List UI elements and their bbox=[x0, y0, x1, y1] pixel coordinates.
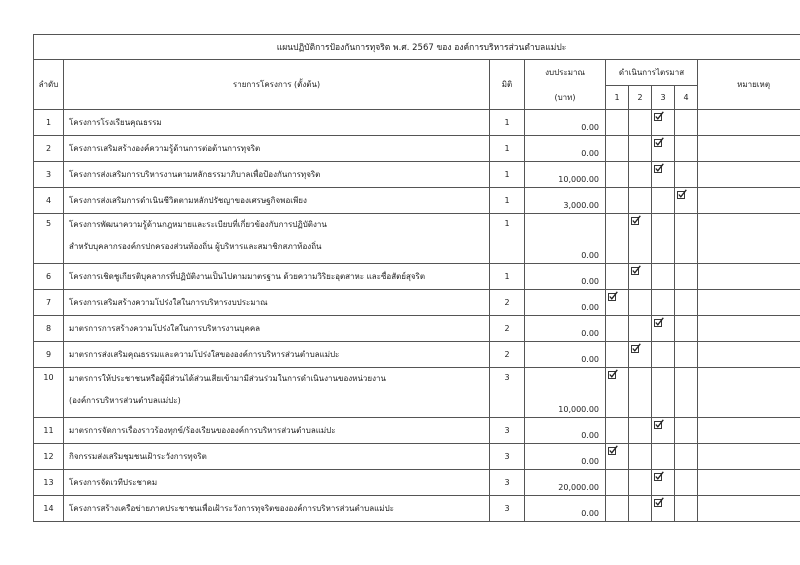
quarter-4-cell bbox=[675, 214, 698, 264]
project-name bbox=[64, 214, 490, 264]
header-q4: 4 bbox=[675, 86, 698, 110]
checkbox-checked-icon bbox=[608, 291, 618, 301]
checkbox-checked-icon bbox=[631, 343, 641, 353]
project-name bbox=[64, 162, 490, 188]
project-name bbox=[64, 418, 490, 444]
remark-cell bbox=[698, 162, 800, 188]
quarter-3-cell bbox=[652, 316, 675, 342]
checkbox-checked-icon bbox=[654, 111, 664, 121]
budget-value: 3,000.00 bbox=[525, 188, 606, 214]
budget-value: 0.00 bbox=[525, 290, 606, 316]
checkbox-checked-icon bbox=[654, 163, 664, 173]
quarter-4-cell bbox=[675, 316, 698, 342]
quarter-4-cell bbox=[675, 496, 698, 522]
quarter-4-cell bbox=[675, 162, 698, 188]
quarter-3-cell bbox=[652, 214, 675, 264]
quarter-2-cell bbox=[629, 264, 652, 290]
dimension-value: 1 bbox=[490, 188, 525, 214]
row-number: 6 bbox=[34, 264, 64, 290]
dimension-value: 1 bbox=[490, 136, 525, 162]
row-number: 4 bbox=[34, 188, 64, 214]
remark-cell bbox=[698, 418, 800, 444]
budget-value: 0.00 bbox=[525, 342, 606, 368]
dimension-value: 3 bbox=[490, 470, 525, 496]
budget-value: 10,000.00 bbox=[525, 368, 606, 418]
project-name-line: สำหรับบุคลากรองค์กรปกครองส่วนท้องถิ่น ผู้บริหารและสมาชิกสภาท้องถิ่น bbox=[69, 242, 322, 251]
quarter-2-cell bbox=[629, 496, 652, 522]
row-number: 8 bbox=[34, 316, 64, 342]
remark-cell bbox=[698, 368, 800, 418]
header-project: รายการโครงการ (ตั้งต้น) bbox=[64, 60, 490, 110]
quarter-3-cell bbox=[652, 188, 675, 214]
project-name-line: โครงการส่งเสริมการบริหารงานตามหลักธรรมาภิบาลเพื่อป้องกันการทุจริต bbox=[69, 170, 321, 179]
dimension-value: 1 bbox=[490, 214, 525, 264]
header-budget: งบประมาณ bbox=[525, 60, 606, 86]
quarter-3-cell bbox=[652, 444, 675, 470]
quarter-1-cell bbox=[606, 110, 629, 136]
quarter-4-cell bbox=[675, 264, 698, 290]
quarter-2-cell bbox=[629, 136, 652, 162]
row-number: 5 bbox=[34, 214, 64, 264]
dimension-value: 3 bbox=[490, 368, 525, 418]
dimension-value: 2 bbox=[490, 342, 525, 368]
dimension-value: 3 bbox=[490, 496, 525, 522]
project-name-line: โครงการเสริมสร้างองค์ความรู้ด้านการต่อต้านการทุจริต bbox=[69, 144, 261, 153]
quarter-2-cell bbox=[629, 418, 652, 444]
project-name bbox=[64, 136, 490, 162]
quarter-1-cell bbox=[606, 418, 629, 444]
quarter-2-cell bbox=[629, 214, 652, 264]
remark-cell bbox=[698, 110, 800, 136]
budget-value: 0.00 bbox=[525, 496, 606, 522]
budget-value: 0.00 bbox=[525, 444, 606, 470]
quarter-3-cell bbox=[652, 418, 675, 444]
budget-value: 0.00 bbox=[525, 316, 606, 342]
table-row bbox=[34, 368, 800, 418]
budget-value: 0.00 bbox=[525, 214, 606, 264]
quarter-4-cell bbox=[675, 444, 698, 470]
budget-value: 20,000.00 bbox=[525, 470, 606, 496]
quarter-3-cell bbox=[652, 496, 675, 522]
quarter-1-cell bbox=[606, 214, 629, 264]
project-name-line: โครงการเสริมสร้างความโปร่งใสในการบริหารงบประมาณ bbox=[69, 298, 268, 307]
quarter-4-cell bbox=[675, 418, 698, 444]
remark-cell bbox=[698, 136, 800, 162]
quarter-3-cell bbox=[652, 470, 675, 496]
header-remark: หมายเหตุ bbox=[698, 60, 800, 110]
dimension-value: 3 bbox=[490, 418, 525, 444]
table-row bbox=[34, 418, 800, 444]
quarter-3-cell bbox=[652, 368, 675, 418]
checkbox-checked-icon bbox=[654, 419, 664, 429]
dimension-value: 2 bbox=[490, 316, 525, 342]
table-row bbox=[34, 188, 800, 214]
project-name-line: กิจกรรมส่งเสริมชุมชนเฝ้าระวังการทุจริต bbox=[69, 452, 207, 461]
dimension-value: 1 bbox=[490, 110, 525, 136]
quarter-1-cell bbox=[606, 470, 629, 496]
quarter-2-cell bbox=[629, 162, 652, 188]
row-number: 14 bbox=[34, 496, 64, 522]
project-name bbox=[64, 342, 490, 368]
remark-cell bbox=[698, 342, 800, 368]
row-number: 2 bbox=[34, 136, 64, 162]
checkbox-checked-icon bbox=[608, 369, 618, 379]
checkbox-checked-icon bbox=[654, 497, 664, 507]
table-row bbox=[34, 110, 800, 136]
quarter-1-cell bbox=[606, 136, 629, 162]
quarter-3-cell bbox=[652, 136, 675, 162]
checkbox-checked-icon bbox=[654, 137, 664, 147]
quarter-2-cell bbox=[629, 444, 652, 470]
quarter-2-cell bbox=[629, 188, 652, 214]
dimension-value: 2 bbox=[490, 290, 525, 316]
quarter-4-cell bbox=[675, 136, 698, 162]
quarter-1-cell bbox=[606, 368, 629, 418]
quarter-2-cell bbox=[629, 342, 652, 368]
table-body bbox=[34, 110, 800, 522]
header-q1: 1 bbox=[606, 86, 629, 110]
table-title: แผนปฏิบัติการป้องกันการทุจริต พ.ศ. 2567 ของ องค์การบริหารส่วนตำบลแม่ปะ bbox=[34, 35, 800, 60]
budget-value: 0.00 bbox=[525, 418, 606, 444]
quarter-4-cell bbox=[675, 342, 698, 368]
budget-value: 10,000.00 bbox=[525, 162, 606, 188]
checkbox-checked-icon bbox=[608, 445, 618, 455]
row-number: 9 bbox=[34, 342, 64, 368]
project-name-line: มาตรการให้ประชาชนหรือผู้มีส่วนได้ส่วนเสียเข้ามามีส่วนร่วมในการดำเนินงานของหน่วยงาน bbox=[69, 374, 386, 383]
header-q3: 3 bbox=[652, 86, 675, 110]
header-dimension: มิติ bbox=[490, 60, 525, 110]
dimension-value: 1 bbox=[490, 264, 525, 290]
remark-cell bbox=[698, 290, 800, 316]
row-number: 10 bbox=[34, 368, 64, 418]
quarter-3-cell bbox=[652, 342, 675, 368]
remark-cell bbox=[698, 214, 800, 264]
quarter-4-cell bbox=[675, 470, 698, 496]
header-quarter: ดำเนินการไตรมาส bbox=[606, 60, 698, 86]
project-name-line: โครงการจัดเวทีประชาคม bbox=[69, 478, 158, 487]
checkbox-checked-icon bbox=[654, 471, 664, 481]
remark-cell bbox=[698, 470, 800, 496]
header-q2: 2 bbox=[629, 86, 652, 110]
remark-cell bbox=[698, 188, 800, 214]
project-name-line: โครงการสร้างเครือข่ายภาคประชาชนเพื่อเฝ้าระวังการทุจริตขององค์การบริหารส่วนตำบลแม่ปะ bbox=[69, 504, 394, 513]
project-name bbox=[64, 368, 490, 418]
checkbox-checked-icon bbox=[631, 215, 641, 225]
project-name-line: (องค์การบริหารส่วนตำบลแม่ปะ) bbox=[69, 396, 181, 405]
budget-value: 0.00 bbox=[525, 264, 606, 290]
project-name bbox=[64, 316, 490, 342]
header-order: ลำดับ bbox=[34, 60, 64, 110]
quarter-1-cell bbox=[606, 342, 629, 368]
budget-value: 0.00 bbox=[525, 110, 606, 136]
table-row bbox=[34, 444, 800, 470]
quarter-3-cell bbox=[652, 162, 675, 188]
budget-value: 0.00 bbox=[525, 136, 606, 162]
project-name-line: มาตรการส่งเสริมคุณธรรมและความโปร่งใสขององค์การบริหารส่วนตำบลแม่ปะ bbox=[69, 350, 340, 359]
table-row bbox=[34, 342, 800, 368]
table-row bbox=[34, 290, 800, 316]
project-name bbox=[64, 496, 490, 522]
quarter-1-cell bbox=[606, 264, 629, 290]
quarter-3-cell bbox=[652, 290, 675, 316]
project-name-line: โครงการโรงเรียนคุณธรรม bbox=[69, 118, 162, 127]
header-budget-unit: (บาท) bbox=[525, 86, 606, 110]
quarter-2-cell bbox=[629, 290, 652, 316]
dimension-value: 1 bbox=[490, 162, 525, 188]
table-row bbox=[34, 214, 800, 264]
checkbox-checked-icon bbox=[677, 189, 687, 199]
project-name bbox=[64, 470, 490, 496]
remark-cell bbox=[698, 444, 800, 470]
remark-cell bbox=[698, 496, 800, 522]
row-number: 3 bbox=[34, 162, 64, 188]
quarter-2-cell bbox=[629, 110, 652, 136]
table-row bbox=[34, 136, 800, 162]
project-name-line: โครงการส่งเสริมการดำเนินชีวิตตามหลักปรัชญาของเศรษฐกิจพอเพียง bbox=[69, 196, 307, 205]
project-name bbox=[64, 290, 490, 316]
row-number: 1 bbox=[34, 110, 64, 136]
checkbox-checked-icon bbox=[631, 265, 641, 275]
quarter-4-cell bbox=[675, 290, 698, 316]
quarter-1-cell bbox=[606, 444, 629, 470]
quarter-4-cell bbox=[675, 188, 698, 214]
dimension-value: 3 bbox=[490, 444, 525, 470]
row-number: 11 bbox=[34, 418, 64, 444]
checkbox-checked-icon bbox=[654, 317, 664, 327]
quarter-1-cell bbox=[606, 496, 629, 522]
table-row bbox=[34, 470, 800, 496]
table-row bbox=[34, 496, 800, 522]
quarter-1-cell bbox=[606, 188, 629, 214]
project-name-line: โครงการเชิดชูเกียรติบุคลากรที่ปฏิบัติงานเป็นไปตามมาตรฐาน ด้วยความวิริยะอุตสาหะ และซื่อสัตย์สุจริต bbox=[69, 272, 426, 281]
project-name-line: โครงการพัฒนาความรู้ด้านกฎหมายและระเบียบที่เกี่ยวข้องกับการปฏิบัติงาน bbox=[69, 220, 327, 229]
row-number: 12 bbox=[34, 444, 64, 470]
quarter-2-cell bbox=[629, 368, 652, 418]
remark-cell bbox=[698, 264, 800, 290]
remark-cell bbox=[698, 316, 800, 342]
quarter-1-cell bbox=[606, 290, 629, 316]
project-name bbox=[64, 444, 490, 470]
quarter-2-cell bbox=[629, 470, 652, 496]
quarter-3-cell bbox=[652, 264, 675, 290]
quarter-4-cell bbox=[675, 110, 698, 136]
anti-corruption-plan-table bbox=[33, 34, 800, 522]
project-name bbox=[64, 264, 490, 290]
row-number: 13 bbox=[34, 470, 64, 496]
table-row bbox=[34, 264, 800, 290]
quarter-3-cell bbox=[652, 110, 675, 136]
row-number: 7 bbox=[34, 290, 64, 316]
quarter-4-cell bbox=[675, 368, 698, 418]
project-name-line: มาตรการการสร้างความโปร่งใสในการบริหารงานบุคคล bbox=[69, 324, 261, 333]
project-name bbox=[64, 110, 490, 136]
project-name-line: มาตรการจัดการเรื่องราวร้องทุกข์/ร้องเรียนขององค์การบริหารส่วนตำบลแม่ปะ bbox=[69, 426, 336, 435]
quarter-1-cell bbox=[606, 316, 629, 342]
table-row bbox=[34, 316, 800, 342]
table-row bbox=[34, 162, 800, 188]
quarter-2-cell bbox=[629, 316, 652, 342]
quarter-1-cell bbox=[606, 162, 629, 188]
project-name bbox=[64, 188, 490, 214]
